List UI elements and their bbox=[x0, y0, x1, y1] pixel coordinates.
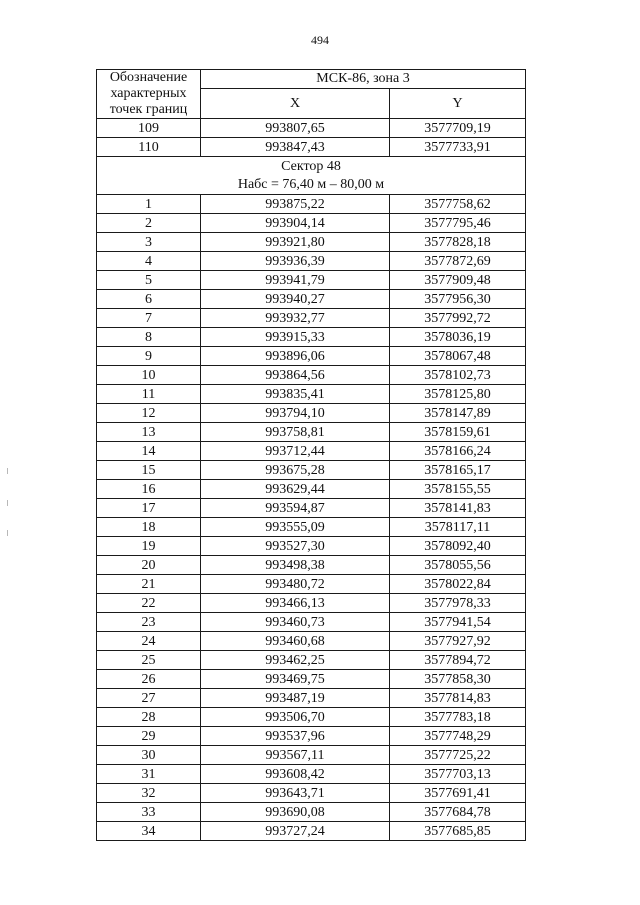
y-coordinate-cell: 3577858,30 bbox=[390, 670, 526, 689]
table-row bbox=[97, 271, 526, 290]
point-number-cell: 5 bbox=[97, 271, 201, 290]
point-number-cell: 27 bbox=[97, 689, 201, 708]
x-coordinate-cell: 993675,28 bbox=[201, 461, 390, 480]
point-number-cell: 7 bbox=[97, 309, 201, 328]
y-coordinate-cell: 3577795,46 bbox=[390, 214, 526, 233]
x-coordinate-cell: 993460,73 bbox=[201, 613, 390, 632]
point-number-cell: 31 bbox=[97, 765, 201, 784]
y-coordinate-cell: 3578166,24 bbox=[390, 442, 526, 461]
sector-row bbox=[97, 157, 526, 195]
rows-before-sector bbox=[97, 119, 526, 157]
table-row bbox=[97, 803, 526, 822]
y-coordinate-cell: 3577978,33 bbox=[390, 594, 526, 613]
y-coordinate-cell: 3578159,61 bbox=[390, 423, 526, 442]
table-row bbox=[97, 119, 526, 138]
table-row bbox=[97, 689, 526, 708]
x-coordinate-cell: 993847,43 bbox=[201, 138, 390, 157]
table-row bbox=[97, 499, 526, 518]
x-coordinate-cell: 993480,72 bbox=[201, 575, 390, 594]
y-coordinate-cell: 3577733,91 bbox=[390, 138, 526, 157]
x-coordinate-cell: 993915,33 bbox=[201, 328, 390, 347]
x-coordinate-cell: 993835,41 bbox=[201, 385, 390, 404]
scan-edge-mark bbox=[7, 530, 8, 536]
point-number-cell: 29 bbox=[97, 727, 201, 746]
x-coordinate-cell: 993466,13 bbox=[201, 594, 390, 613]
table-row bbox=[97, 537, 526, 556]
point-number-cell: 11 bbox=[97, 385, 201, 404]
point-number-cell: 12 bbox=[97, 404, 201, 423]
x-coordinate-cell: 993462,25 bbox=[201, 651, 390, 670]
y-coordinate-cell: 3578022,84 bbox=[390, 575, 526, 594]
y-coordinate-cell: 3577956,30 bbox=[390, 290, 526, 309]
y-coordinate-cell: 3577992,72 bbox=[390, 309, 526, 328]
point-column-header: Обозначение характерных точек границ bbox=[97, 70, 201, 119]
y-coordinate-cell: 3577814,83 bbox=[390, 689, 526, 708]
table-row bbox=[97, 442, 526, 461]
table-row bbox=[97, 461, 526, 480]
sector-title: Сектор 48 bbox=[281, 158, 341, 174]
table-row bbox=[97, 632, 526, 651]
page-number: 494 bbox=[311, 33, 329, 47]
point-number-cell: 19 bbox=[97, 537, 201, 556]
x-coordinate-cell: 993794,10 bbox=[201, 404, 390, 423]
table-row bbox=[97, 480, 526, 499]
x-coordinate-cell: 993875,22 bbox=[201, 195, 390, 214]
x-coordinate-cell: 993932,77 bbox=[201, 309, 390, 328]
y-coordinate-cell: 3577894,72 bbox=[390, 651, 526, 670]
x-coordinate-cell: 993469,75 bbox=[201, 670, 390, 689]
point-number-cell: 110 bbox=[97, 138, 201, 157]
x-coordinate-cell: 993608,42 bbox=[201, 765, 390, 784]
x-coordinate-cell: 993727,24 bbox=[201, 822, 390, 841]
sector-cell bbox=[97, 157, 526, 195]
point-number-cell: 3 bbox=[97, 233, 201, 252]
y-coordinate-cell: 3577685,85 bbox=[390, 822, 526, 841]
point-number-cell: 20 bbox=[97, 556, 201, 575]
y-coordinate-cell: 3578055,56 bbox=[390, 556, 526, 575]
point-number-cell: 21 bbox=[97, 575, 201, 594]
point-number-cell: 15 bbox=[97, 461, 201, 480]
table-row bbox=[97, 347, 526, 366]
point-number-cell: 26 bbox=[97, 670, 201, 689]
point-number-cell: 13 bbox=[97, 423, 201, 442]
sector-height-range: Набс = 76,40 м – 80,00 м bbox=[237, 176, 385, 192]
x-coordinate-cell: 993643,71 bbox=[201, 784, 390, 803]
x-coordinate-cell: 993594,87 bbox=[201, 499, 390, 518]
y-coordinate-cell: 3578102,73 bbox=[390, 366, 526, 385]
point-number-cell: 109 bbox=[97, 119, 201, 138]
table-row bbox=[97, 594, 526, 613]
table-header-row bbox=[97, 70, 526, 89]
coordinates-table bbox=[96, 69, 526, 841]
y-coordinate-cell: 3577703,13 bbox=[390, 765, 526, 784]
table-row bbox=[97, 252, 526, 271]
table-row bbox=[97, 784, 526, 803]
y-coordinate-cell: 3578141,83 bbox=[390, 499, 526, 518]
x-coordinate-cell: 993690,08 bbox=[201, 803, 390, 822]
y-coordinate-cell: 3577927,92 bbox=[390, 632, 526, 651]
table-row bbox=[97, 214, 526, 233]
table-row bbox=[97, 290, 526, 309]
table-row bbox=[97, 385, 526, 404]
y-coordinate-cell: 3577709,19 bbox=[390, 119, 526, 138]
x-coordinate-cell: 993629,44 bbox=[201, 480, 390, 499]
x-coordinate-cell: 993904,14 bbox=[201, 214, 390, 233]
coordinate-system-header: МСК-86, зона 3 bbox=[201, 70, 526, 89]
x-coordinate-cell: 993506,70 bbox=[201, 708, 390, 727]
table-row bbox=[97, 670, 526, 689]
point-number-cell: 16 bbox=[97, 480, 201, 499]
x-column-header: X bbox=[201, 89, 390, 119]
x-coordinate-cell: 993537,96 bbox=[201, 727, 390, 746]
point-number-cell: 8 bbox=[97, 328, 201, 347]
y-coordinate-cell: 3578117,11 bbox=[390, 518, 526, 537]
table-row bbox=[97, 518, 526, 537]
x-coordinate-cell: 993758,81 bbox=[201, 423, 390, 442]
y-coordinate-cell: 3577684,78 bbox=[390, 803, 526, 822]
table-row bbox=[97, 822, 526, 841]
y-column-header: Y bbox=[390, 89, 526, 119]
y-coordinate-cell: 3577941,54 bbox=[390, 613, 526, 632]
point-number-cell: 6 bbox=[97, 290, 201, 309]
y-coordinate-cell: 3578067,48 bbox=[390, 347, 526, 366]
sector-rows bbox=[97, 195, 526, 841]
y-coordinate-cell: 3577909,48 bbox=[390, 271, 526, 290]
y-coordinate-cell: 3577748,29 bbox=[390, 727, 526, 746]
y-coordinate-cell: 3577691,41 bbox=[390, 784, 526, 803]
x-coordinate-cell: 993940,27 bbox=[201, 290, 390, 309]
x-coordinate-cell: 993555,09 bbox=[201, 518, 390, 537]
x-coordinate-cell: 993527,30 bbox=[201, 537, 390, 556]
x-coordinate-cell: 993896,06 bbox=[201, 347, 390, 366]
x-coordinate-cell: 993712,44 bbox=[201, 442, 390, 461]
table-row bbox=[97, 651, 526, 670]
point-number-cell: 32 bbox=[97, 784, 201, 803]
table-row bbox=[97, 328, 526, 347]
table-row bbox=[97, 309, 526, 328]
y-coordinate-cell: 3577725,22 bbox=[390, 746, 526, 765]
table-row bbox=[97, 708, 526, 727]
table-row bbox=[97, 746, 526, 765]
point-number-cell: 1 bbox=[97, 195, 201, 214]
x-coordinate-cell: 993921,80 bbox=[201, 233, 390, 252]
table-row bbox=[97, 727, 526, 746]
scan-edge-mark bbox=[7, 468, 8, 474]
y-coordinate-cell: 3577828,18 bbox=[390, 233, 526, 252]
table-row bbox=[97, 765, 526, 784]
table-row bbox=[97, 233, 526, 252]
table-row bbox=[97, 556, 526, 575]
y-coordinate-cell: 3578125,80 bbox=[390, 385, 526, 404]
x-coordinate-cell: 993941,79 bbox=[201, 271, 390, 290]
point-number-cell: 2 bbox=[97, 214, 201, 233]
y-coordinate-cell: 3577872,69 bbox=[390, 252, 526, 271]
point-number-cell: 10 bbox=[97, 366, 201, 385]
point-number-cell: 9 bbox=[97, 347, 201, 366]
point-number-cell: 28 bbox=[97, 708, 201, 727]
x-coordinate-cell: 993487,19 bbox=[201, 689, 390, 708]
point-number-cell: 14 bbox=[97, 442, 201, 461]
point-number-cell: 33 bbox=[97, 803, 201, 822]
scan-edge-mark bbox=[7, 500, 8, 506]
table-row bbox=[97, 404, 526, 423]
table-row bbox=[97, 195, 526, 214]
table-row bbox=[97, 613, 526, 632]
x-coordinate-cell: 993864,56 bbox=[201, 366, 390, 385]
point-number-cell: 4 bbox=[97, 252, 201, 271]
y-coordinate-cell: 3578036,19 bbox=[390, 328, 526, 347]
x-coordinate-cell: 993498,38 bbox=[201, 556, 390, 575]
table-row bbox=[97, 138, 526, 157]
point-number-cell: 18 bbox=[97, 518, 201, 537]
x-coordinate-cell: 993936,39 bbox=[201, 252, 390, 271]
y-coordinate-cell: 3577758,62 bbox=[390, 195, 526, 214]
x-coordinate-cell: 993807,65 bbox=[201, 119, 390, 138]
x-coordinate-cell: 993460,68 bbox=[201, 632, 390, 651]
y-coordinate-cell: 3578147,89 bbox=[390, 404, 526, 423]
point-number-cell: 23 bbox=[97, 613, 201, 632]
y-coordinate-cell: 3578165,17 bbox=[390, 461, 526, 480]
table-row bbox=[97, 423, 526, 442]
y-coordinate-cell: 3577783,18 bbox=[390, 708, 526, 727]
x-coordinate-cell: 993567,11 bbox=[201, 746, 390, 765]
point-number-cell: 24 bbox=[97, 632, 201, 651]
y-coordinate-cell: 3578092,40 bbox=[390, 537, 526, 556]
y-coordinate-cell: 3578155,55 bbox=[390, 480, 526, 499]
point-number-cell: 30 bbox=[97, 746, 201, 765]
table-row bbox=[97, 366, 526, 385]
table-row bbox=[97, 575, 526, 594]
point-number-cell: 17 bbox=[97, 499, 201, 518]
sector-section bbox=[97, 157, 526, 195]
point-number-cell: 34 bbox=[97, 822, 201, 841]
point-number-cell: 25 bbox=[97, 651, 201, 670]
point-number-cell: 22 bbox=[97, 594, 201, 613]
